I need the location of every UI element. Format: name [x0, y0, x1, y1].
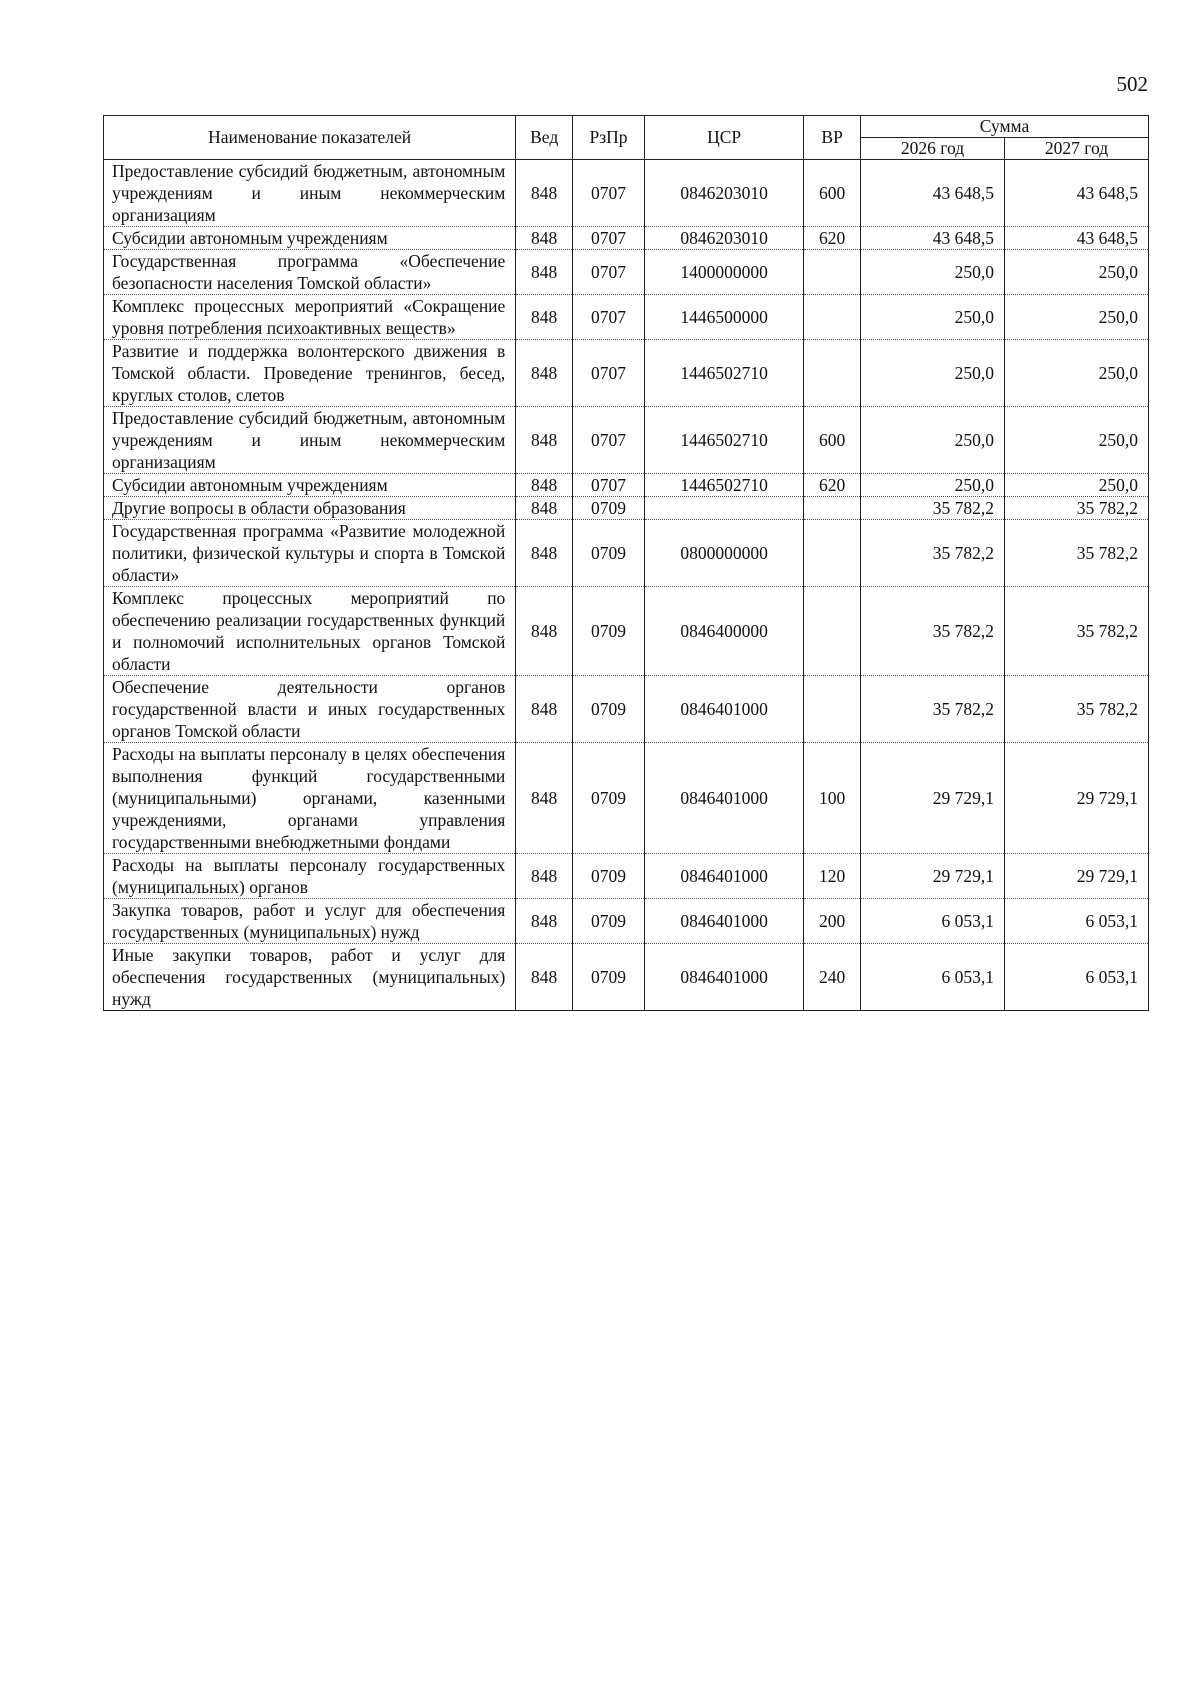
cell-sum-2027: 250,0 [1004, 295, 1148, 340]
cell-rzpr: 0709 [573, 497, 645, 520]
cell-vr [804, 250, 861, 295]
table-row [104, 497, 1149, 520]
cell-name: Государственная программа «Развитие молодежной политики, физической культуры и спорта в Томской области» [104, 520, 516, 587]
cell-ved: 848 [516, 407, 573, 474]
cell-name: Субсидии автономным учреждениям [104, 474, 516, 497]
cell-rzpr: 0709 [573, 854, 645, 899]
cell-rzpr: 0707 [573, 295, 645, 340]
table-row [104, 899, 1149, 944]
cell-sum-2026: 35 782,2 [860, 497, 1004, 520]
cell-sum-2027: 250,0 [1004, 474, 1148, 497]
table-row [104, 743, 1149, 854]
cell-name: Предоставление субсидий бюджетным, автономным учреждениям и иным некоммерческим организациям [104, 160, 516, 227]
cell-csr: 0846400000 [645, 587, 804, 676]
table-row [104, 227, 1149, 250]
cell-rzpr: 0707 [573, 407, 645, 474]
cell-rzpr: 0707 [573, 160, 645, 227]
cell-sum-2026: 35 782,2 [860, 587, 1004, 676]
table-row [104, 587, 1149, 676]
table-header [104, 116, 1149, 160]
cell-ved: 848 [516, 250, 573, 295]
cell-csr: 0846203010 [645, 160, 804, 227]
cell-sum-2027: 35 782,2 [1004, 497, 1148, 520]
cell-sum-2027: 6 053,1 [1004, 899, 1148, 944]
cell-rzpr: 0709 [573, 743, 645, 854]
table-row [104, 295, 1149, 340]
cell-csr: 0800000000 [645, 520, 804, 587]
cell-ved: 848 [516, 520, 573, 587]
cell-ved: 848 [516, 587, 573, 676]
cell-name: Расходы на выплаты персоналу в целях обеспечения выполнения функций государственными (муниципальными) органами, казенными учреждениями, органами управления государственными внебюджетными фондами [104, 743, 516, 854]
cell-ved: 848 [516, 944, 573, 1011]
cell-sum-2027: 35 782,2 [1004, 676, 1148, 743]
cell-ved: 848 [516, 497, 573, 520]
cell-vr: 120 [804, 854, 861, 899]
cell-sum-2026: 250,0 [860, 407, 1004, 474]
cell-csr: 0846401000 [645, 944, 804, 1011]
header-rzpr: РзПр [573, 116, 645, 160]
table-row [104, 474, 1149, 497]
cell-csr: 0846401000 [645, 899, 804, 944]
cell-vr: 240 [804, 944, 861, 1011]
table-row [104, 854, 1149, 899]
cell-sum-2026: 250,0 [860, 340, 1004, 407]
cell-ved: 848 [516, 474, 573, 497]
cell-sum-2027: 250,0 [1004, 340, 1148, 407]
cell-sum-2026: 29 729,1 [860, 854, 1004, 899]
table-row [104, 160, 1149, 227]
cell-vr [804, 520, 861, 587]
cell-vr [804, 676, 861, 743]
cell-ved: 848 [516, 160, 573, 227]
table-body [104, 160, 1149, 1011]
cell-vr: 620 [804, 227, 861, 250]
cell-vr: 100 [804, 743, 861, 854]
table-row [104, 407, 1149, 474]
cell-csr: 1400000000 [645, 250, 804, 295]
cell-csr: 1446502710 [645, 340, 804, 407]
cell-sum-2027: 29 729,1 [1004, 743, 1148, 854]
table-row [104, 250, 1149, 295]
cell-sum-2027: 250,0 [1004, 250, 1148, 295]
cell-csr: 0846401000 [645, 854, 804, 899]
header-year-2027: 2027 год [1004, 138, 1148, 160]
cell-name: Закупка товаров, работ и услуг для обеспечения государственных (муниципальных) нужд [104, 899, 516, 944]
cell-sum-2026: 250,0 [860, 295, 1004, 340]
cell-ved: 848 [516, 676, 573, 743]
cell-rzpr: 0709 [573, 899, 645, 944]
header-vr: ВР [804, 116, 861, 160]
cell-vr: 600 [804, 407, 861, 474]
cell-csr: 1446502710 [645, 474, 804, 497]
cell-csr: 1446500000 [645, 295, 804, 340]
cell-sum-2026: 43 648,5 [860, 227, 1004, 250]
cell-name: Расходы на выплаты персоналу государственных (муниципальных) органов [104, 854, 516, 899]
cell-name: Предоставление субсидий бюджетным, автономным учреждениям и иным некоммерческим организациям [104, 407, 516, 474]
header-sum: Сумма [860, 116, 1148, 138]
cell-rzpr: 0709 [573, 587, 645, 676]
cell-rzpr: 0707 [573, 340, 645, 407]
cell-rzpr: 0709 [573, 520, 645, 587]
cell-name: Обеспечение деятельности органов государственной власти и иных государственных органов Томской области [104, 676, 516, 743]
cell-vr [804, 295, 861, 340]
cell-vr: 600 [804, 160, 861, 227]
cell-rzpr: 0707 [573, 227, 645, 250]
cell-name: Субсидии автономным учреждениям [104, 227, 516, 250]
cell-sum-2026: 29 729,1 [860, 743, 1004, 854]
cell-sum-2027: 6 053,1 [1004, 944, 1148, 1011]
cell-vr: 620 [804, 474, 861, 497]
table-row [104, 676, 1149, 743]
cell-ved: 848 [516, 227, 573, 250]
cell-csr [645, 497, 804, 520]
cell-ved: 848 [516, 854, 573, 899]
cell-sum-2026: 43 648,5 [860, 160, 1004, 227]
page-number: 502 [1116, 72, 1148, 96]
cell-sum-2027: 250,0 [1004, 407, 1148, 474]
cell-sum-2027: 43 648,5 [1004, 160, 1148, 227]
cell-sum-2027: 35 782,2 [1004, 587, 1148, 676]
cell-vr [804, 587, 861, 676]
cell-sum-2027: 29 729,1 [1004, 854, 1148, 899]
cell-rzpr: 0707 [573, 474, 645, 497]
cell-sum-2026: 35 782,2 [860, 520, 1004, 587]
cell-vr: 200 [804, 899, 861, 944]
cell-name: Иные закупки товаров, работ и услуг для обеспечения государственных (муниципальных) нужд [104, 944, 516, 1011]
cell-rzpr: 0709 [573, 944, 645, 1011]
cell-name: Комплекс процессных мероприятий по обеспечению реализации государственных функций и полномочий исполнительных органов Томской области [104, 587, 516, 676]
cell-csr: 1446502710 [645, 407, 804, 474]
cell-ved: 848 [516, 743, 573, 854]
header-name: Наименование показателей [104, 116, 516, 160]
table-row [104, 520, 1149, 587]
cell-sum-2026: 6 053,1 [860, 899, 1004, 944]
header-ved: Вед [516, 116, 573, 160]
cell-sum-2026: 6 053,1 [860, 944, 1004, 1011]
cell-vr [804, 340, 861, 407]
cell-ved: 848 [516, 340, 573, 407]
cell-csr: 0846203010 [645, 227, 804, 250]
budget-table [103, 115, 1149, 1011]
cell-ved: 848 [516, 295, 573, 340]
table-row [104, 944, 1149, 1011]
cell-csr: 0846401000 [645, 676, 804, 743]
cell-ved: 848 [516, 899, 573, 944]
cell-name: Государственная программа «Обеспечение безопасности населения Томской области» [104, 250, 516, 295]
cell-name: Комплекс процессных мероприятий «Сокращение уровня потребления психоактивных веществ» [104, 295, 516, 340]
header-year-2026: 2026 год [860, 138, 1004, 160]
cell-sum-2026: 250,0 [860, 250, 1004, 295]
cell-sum-2027: 35 782,2 [1004, 520, 1148, 587]
cell-sum-2026: 250,0 [860, 474, 1004, 497]
cell-vr [804, 497, 861, 520]
table-row [104, 340, 1149, 407]
cell-sum-2027: 43 648,5 [1004, 227, 1148, 250]
cell-sum-2026: 35 782,2 [860, 676, 1004, 743]
cell-rzpr: 0707 [573, 250, 645, 295]
cell-name: Развитие и поддержка волонтерского движения в Томской области. Проведение тренингов, бесед, круглых столов, слетов [104, 340, 516, 407]
header-csr: ЦСР [645, 116, 804, 160]
cell-rzpr: 0709 [573, 676, 645, 743]
cell-csr: 0846401000 [645, 743, 804, 854]
cell-name: Другие вопросы в области образования [104, 497, 516, 520]
